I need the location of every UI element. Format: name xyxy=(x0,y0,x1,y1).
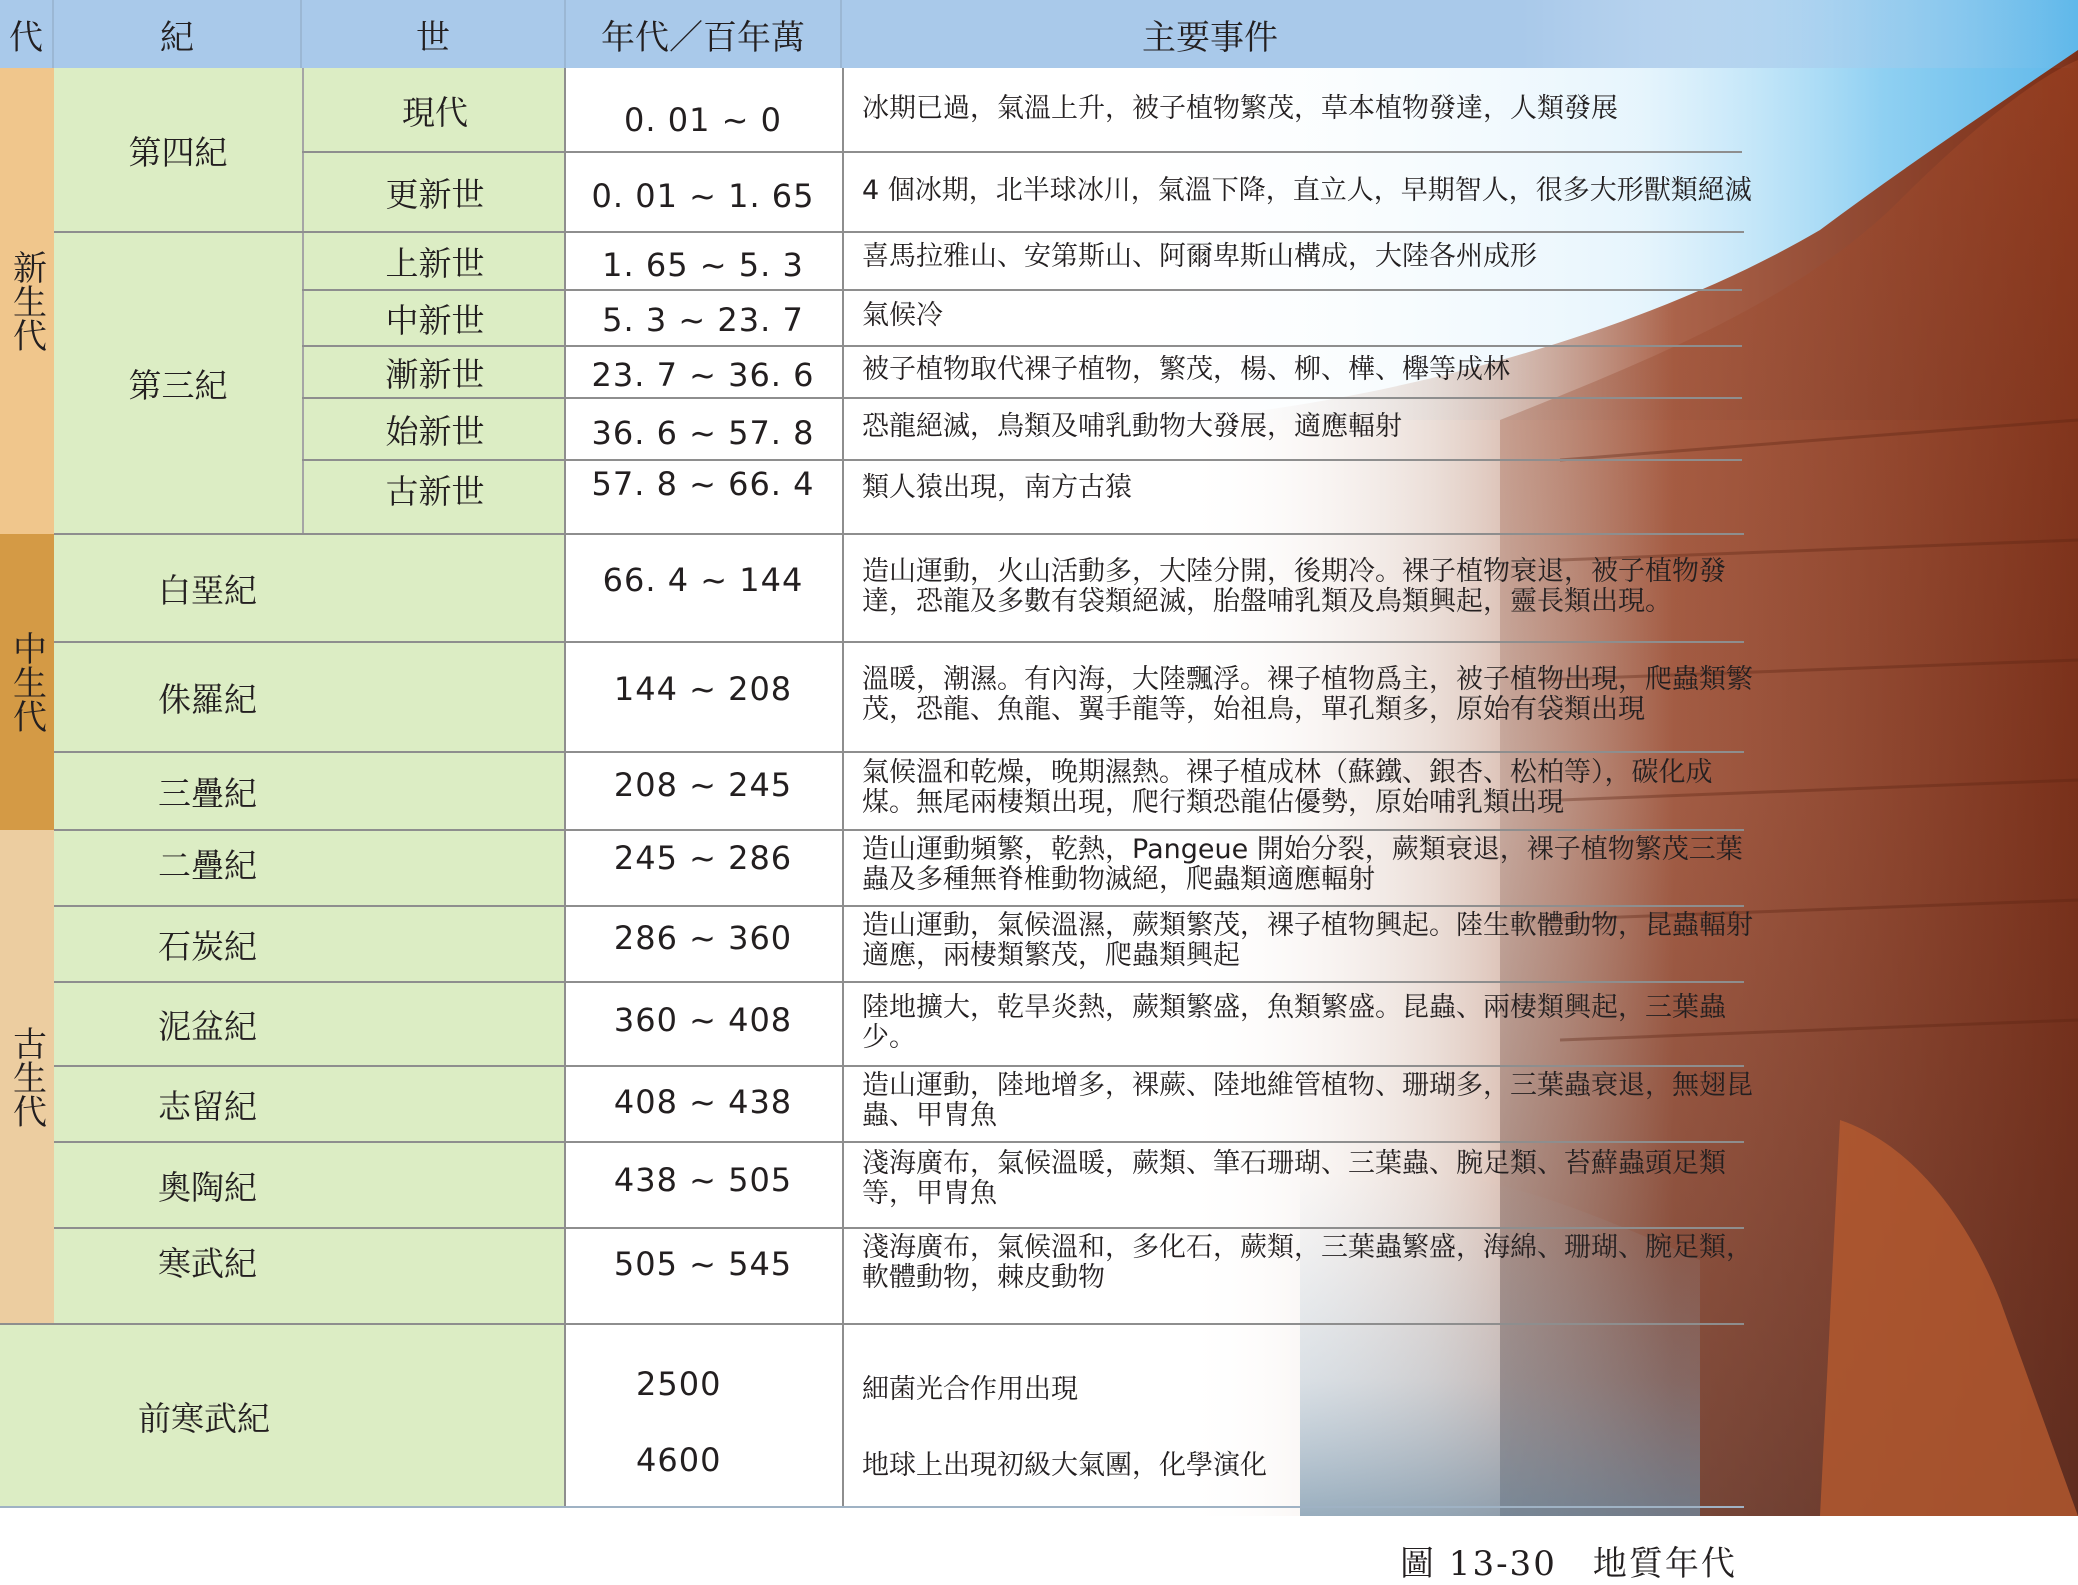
period-quaternary-label: 第四紀 xyxy=(128,132,228,172)
period-cambrian xyxy=(54,1228,566,1324)
period-tertiary xyxy=(54,232,302,534)
header-events-label: 主要事件 xyxy=(1142,17,1278,58)
age-value: 4600 xyxy=(636,1441,722,1479)
age-value: 245 ~ 286 xyxy=(613,839,793,877)
event-text: 造山運動，氣候溫濕，蕨類繁茂，裸子植物興起。陸生軟體動物，昆蟲輻射適應，兩棲類繁茂，爬蟲類興起 xyxy=(862,910,1753,971)
event-cell xyxy=(862,992,1762,1054)
epoch-label: 始新世 xyxy=(385,411,485,451)
header-events xyxy=(842,0,2078,68)
age-cell xyxy=(566,78,840,162)
event-text: 恐龍絕滅，鳥類及哺乳動物大發展，適應輻射 xyxy=(862,411,1402,442)
event-text: 造山運動，陸地增多，裸蕨、陸地維管植物、珊瑚多，三葉蟲衰退，無翅昆蟲、甲冑魚 xyxy=(862,1070,1753,1131)
period-label: 志留紀 xyxy=(158,1086,257,1126)
header-epoch-label: 世 xyxy=(416,17,450,58)
period-tertiary-label: 第三紀 xyxy=(128,365,228,405)
period-carboniferous xyxy=(54,906,566,982)
era-paleozoic-label: 古生代 xyxy=(6,1026,47,1128)
epoch-pliocene xyxy=(302,232,566,290)
row-divider xyxy=(54,981,1744,983)
period-jurassic xyxy=(54,642,566,752)
event-cell xyxy=(862,296,1762,336)
age-cell xyxy=(566,982,840,1058)
period-quaternary xyxy=(54,68,302,232)
age-value: 66. 4 ~ 144 xyxy=(602,561,804,599)
row-divider xyxy=(302,151,1742,153)
epoch-holocene xyxy=(302,68,566,152)
row-divider xyxy=(302,345,1742,347)
event-text: 造山運動頻繁，乾熱，Pangeue 開始分裂，蕨類衰退，裸子植物繁茂三葉蟲及多種無脊椎動物滅絕，爬蟲類適應輻射 xyxy=(862,834,1743,895)
epoch-label: 更新世 xyxy=(385,174,485,214)
era-paleozoic xyxy=(0,830,54,1324)
epoch-label: 現代 xyxy=(402,92,468,132)
event-cell xyxy=(862,1446,1762,1486)
row-divider xyxy=(54,829,1744,831)
event-text: 喜馬拉雅山、安第斯山、阿爾卑斯山構成，大陸各州成形 xyxy=(862,241,1537,272)
period-label: 白堊紀 xyxy=(158,570,257,610)
age-cell xyxy=(566,1228,840,1300)
age-cell xyxy=(566,534,840,626)
period-precambrian xyxy=(0,1324,566,1508)
epoch-label: 上新世 xyxy=(385,243,485,283)
age-value: 505 ~ 545 xyxy=(613,1245,793,1283)
row-divider xyxy=(302,289,1742,291)
row-divider xyxy=(302,397,1742,399)
age-cell xyxy=(566,348,840,402)
period-ordovician xyxy=(54,1142,566,1228)
age-value: 0. 01 ~ 1. 65 xyxy=(591,177,815,215)
period-label: 侏羅紀 xyxy=(158,679,257,719)
age-cell xyxy=(566,830,840,886)
epoch-pleistocene xyxy=(302,152,566,232)
age-value: 1. 65 ~ 5. 3 xyxy=(602,246,804,284)
age-cell xyxy=(566,1142,840,1218)
period-triassic xyxy=(54,752,566,830)
period-label: 泥盆紀 xyxy=(158,1006,257,1046)
event-cell xyxy=(862,648,1762,742)
event-cell xyxy=(862,86,1762,132)
age-value: 144 ~ 208 xyxy=(613,670,793,708)
epoch-label: 古新世 xyxy=(385,472,485,511)
event-cell xyxy=(862,406,1762,448)
period-label: 前寒武紀 xyxy=(138,1398,270,1438)
event-cell xyxy=(862,1148,1762,1210)
event-cell xyxy=(862,1232,1762,1294)
epoch-label: 中新世 xyxy=(385,300,485,340)
period-devonian xyxy=(54,982,566,1066)
period-label: 二疊紀 xyxy=(158,846,257,885)
age-value: 360 ~ 408 xyxy=(613,1001,793,1039)
header-era xyxy=(0,0,54,68)
header-era-label: 代 xyxy=(9,17,43,58)
age-cell xyxy=(566,402,840,464)
row-divider xyxy=(54,1227,1744,1229)
event-text: 4 個冰期，北半球冰川，氣溫下降，直立人，早期智人，很多大形獸類絕滅 xyxy=(862,175,1752,206)
age-value: 438 ~ 505 xyxy=(613,1161,793,1199)
age-cell xyxy=(566,752,840,818)
header-period xyxy=(54,0,302,68)
row-divider xyxy=(0,1323,1744,1325)
period-silurian xyxy=(54,1066,566,1142)
epoch-eocene xyxy=(302,398,566,460)
event-text: 造山運動，火山活動多，大陸分開，後期冷。裸子植物衰退，被子植物發達，恐龍及多數有袋類絕滅，胎盤哺乳類及鳥類興起，靈長類出現。 xyxy=(862,556,1726,617)
event-text: 被子植物取代裸子植物，繁茂，楊、柳、樺、櫸等成林 xyxy=(862,354,1510,385)
header-age xyxy=(566,0,842,68)
event-text: 冰期已過，氣溫上升，被子植物繁茂，草本植物發達，人類發展 xyxy=(862,93,1618,124)
age-cell xyxy=(566,156,840,236)
event-cell xyxy=(862,834,1762,896)
row-divider xyxy=(0,1506,1744,1508)
age-value: 57. 8 ~ 66. 4 xyxy=(591,465,815,503)
period-permian xyxy=(54,830,566,906)
epoch-oligocene xyxy=(302,346,566,398)
event-text: 溫暖，潮濕。有內海，大陸飄浮。裸子植物爲主，被子植物出現，爬蟲類繁茂，恐龍、魚龍、翼手龍等，始祖鳥，單孔類多，原始有袋類出現 xyxy=(862,664,1753,725)
event-cell xyxy=(862,756,1762,820)
event-text: 陸地擴大，乾旱炎熱，蕨類繁盛，魚類繁盛。昆蟲、兩棲類興起，三葉蟲少。 xyxy=(862,992,1726,1053)
age-cell xyxy=(566,236,840,294)
age-cell xyxy=(566,1354,910,1414)
row-divider xyxy=(54,751,1744,753)
event-text: 淺海廣布，氣候溫暖，蕨類、筆石珊瑚、三葉蟲、腕足類、苔蘚蟲頭足類等，甲冑魚 xyxy=(862,1148,1726,1209)
period-label: 石炭紀 xyxy=(158,926,257,966)
event-text: 淺海廣布，氣候溫和，多化石，蕨類，三葉蟲繁盛，海綿、珊瑚、腕足類，軟體動物，棘皮動物 xyxy=(862,1232,1753,1293)
age-value: 5. 3 ~ 23. 7 xyxy=(602,301,804,339)
age-value: 36. 6 ~ 57. 8 xyxy=(591,414,815,452)
age-cell xyxy=(566,1430,910,1490)
period-label: 三疊紀 xyxy=(158,773,257,813)
age-cell xyxy=(566,292,840,348)
event-cell xyxy=(862,468,1762,508)
era-mesozoic-label: 中生代 xyxy=(6,631,47,733)
event-text: 細菌光合作用出現 xyxy=(862,1374,1078,1405)
event-cell xyxy=(862,1370,1762,1410)
event-cell xyxy=(862,236,1762,278)
event-cell xyxy=(862,156,1762,226)
age-value: 408 ~ 438 xyxy=(613,1083,793,1121)
row-divider xyxy=(54,231,1744,233)
period-label: 奧陶紀 xyxy=(158,1167,257,1207)
age-cell xyxy=(566,906,840,970)
period-cretaceous xyxy=(54,534,566,642)
header-period-label: 紀 xyxy=(160,17,194,58)
event-text: 氣候冷 xyxy=(862,300,943,331)
age-value: 23. 7 ~ 36. 6 xyxy=(591,356,815,394)
age-cell xyxy=(566,456,840,512)
event-cell xyxy=(862,910,1762,972)
event-cell xyxy=(862,1070,1762,1132)
event-text: 地球上出現初級大氣團，化學演化 xyxy=(862,1450,1267,1481)
age-value: 286 ~ 360 xyxy=(613,919,793,957)
age-value: 208 ~ 245 xyxy=(613,766,793,804)
event-cell xyxy=(862,350,1762,390)
era-cenozoic xyxy=(0,68,54,534)
row-divider xyxy=(54,533,1744,535)
row-divider xyxy=(54,1065,1744,1067)
age-value: 0. 01 ~ 0 xyxy=(624,101,782,139)
header-epoch xyxy=(302,0,566,68)
epoch-label: 漸新世 xyxy=(385,354,485,394)
column-divider xyxy=(842,68,844,1508)
header-age-label: 年代／百年萬 xyxy=(601,17,805,58)
figure-caption: 圖 13-30 地質年代 xyxy=(1400,1544,1737,1584)
age-cell xyxy=(566,1066,840,1138)
epoch-paleocene xyxy=(302,460,566,534)
age-value: 2500 xyxy=(636,1365,722,1403)
row-divider xyxy=(54,1141,1744,1143)
row-divider xyxy=(54,641,1744,643)
epoch-miocene xyxy=(302,290,566,346)
period-label: 寒武紀 xyxy=(158,1244,257,1283)
era-mesozoic xyxy=(0,534,54,830)
event-text: 氣候溫和乾燥，晚期濕熱。裸子植成林（蘇鐵、銀杏、松柏等），碳化成煤。無尾兩棲類出現，爬行類恐龍佔優勢，原始哺乳類出現 xyxy=(862,757,1713,818)
event-text: 類人猿出現，南方古猿 xyxy=(862,472,1132,503)
age-cell xyxy=(566,642,840,736)
row-divider xyxy=(54,905,1744,907)
event-cell xyxy=(862,540,1762,634)
row-divider xyxy=(302,459,1742,461)
era-cenozoic-label: 新生代 xyxy=(6,250,47,352)
